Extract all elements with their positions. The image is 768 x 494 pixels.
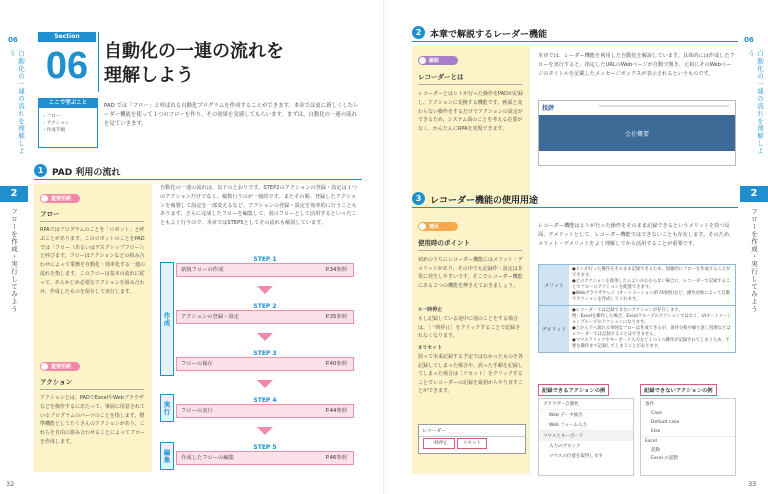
heading-3-title: レコーダー機能の使用用途	[430, 196, 539, 206]
step-ref: P.35参照	[325, 314, 347, 320]
phase-edit	[160, 442, 174, 470]
side-section-title: 自動化の一連の流れを理解しよう	[747, 50, 764, 155]
term-badge	[40, 362, 80, 371]
page-number-left: 32	[6, 480, 15, 488]
recorder-pause-label: 一時停止	[430, 441, 448, 446]
explain-badge	[418, 56, 458, 65]
learn-item: ・アクション	[42, 121, 70, 126]
explain-icon	[419, 57, 426, 64]
supp-pause-text: もし記録している途中に別のことをする場合は、［一時停止］をクリックすることで記録されなくなります。	[418, 316, 521, 340]
recorder-reset-button[interactable]	[457, 438, 487, 449]
h2-text: 本章では、レーダー機能を利用した自動化を解説しています。具体的には作成したフローを実行すると、指定したURLのWebページが自動で開き、元祖にそのWebページのタイトルを記載したメッセージボックスが表示されるというものです。	[538, 53, 735, 77]
example-ok-panel	[538, 398, 634, 476]
side-section-title: 自動化の一連の流れを理解しよう	[8, 50, 25, 155]
heading-2	[412, 26, 738, 42]
example-ng-item: 条件	[645, 402, 654, 407]
step-4	[176, 397, 354, 418]
heading-2-number: 2	[412, 26, 425, 39]
step-box	[176, 357, 354, 371]
step-box	[176, 263, 354, 277]
step-arrow	[257, 286, 273, 294]
supp-text: 初めのうちにレコーダー機能にはメリット・デメリットがあり、その中でも記録作・設定は非常に発生しやすいです。そこでレコーダー機能にある２つの機能を押さえておきましょう。	[418, 257, 523, 289]
merit-items	[569, 265, 735, 305]
heading-3	[412, 192, 738, 208]
merit-row	[538, 264, 736, 306]
side-chapter-title: フローを作成・実行してみよう	[10, 208, 18, 313]
example-ok-item: ブラウザー自動化	[539, 399, 633, 410]
screenshot-logo: 技評	[542, 105, 555, 112]
recorder-reset-label: リセット	[463, 441, 481, 446]
term-icon	[41, 195, 48, 202]
chapter-number: 2	[750, 188, 758, 199]
chapter-number: 2	[10, 188, 18, 199]
phase-edit-label: 編集	[162, 448, 171, 464]
explain-text: レコーダーとはヒトが行った操作をPADが記録し、アクションに変換する機能です。画面と変わらない操作をするだけでアクションの設定ができるため、システム面のことを考える必要がなく、かんたんにRPAを実現できます。	[418, 91, 523, 133]
explain-title: レコーダーとは	[418, 72, 522, 85]
example-ok-item: Web データ抽出	[549, 413, 583, 418]
right-chapter-tab	[740, 186, 768, 202]
h3-text: レコーダー機能はヒトが行った操作をそのまま記録できるというメリットを持つ反面、デメリットとして、レコーダー機能ではできないことも存在します。そのため、メリット・デメリットをよく理解してから活用することが重要です。	[538, 223, 734, 247]
supp-title: 使用時のポイント	[418, 238, 522, 251]
heading-2-title: 本章で解説するレーダー機能	[430, 30, 548, 40]
step-text: フローの保存	[181, 361, 213, 367]
website-screenshot	[538, 100, 736, 166]
learn-heading: ここで学ぶこと	[39, 99, 97, 108]
explain-badge-label: 解説	[429, 58, 440, 64]
heading-1-title: PAD 利用の流れ	[52, 168, 121, 178]
term2-title: アクション	[40, 377, 144, 390]
recorder-label: レコーダー	[419, 425, 525, 437]
step-text: フローの実行	[181, 408, 213, 414]
step-label: STEP 3	[253, 350, 277, 357]
supp-reset-title: ②リセット	[418, 345, 443, 351]
recorder-window	[418, 424, 526, 454]
step-text: アクションの登録・設定	[181, 314, 240, 320]
step-arrow	[257, 333, 273, 341]
supp-icon	[419, 223, 426, 230]
example-ok-item: マウスの位置を取得します	[549, 454, 603, 459]
flow-intro-text: 自動化の一連の流れは、以下のとおりです。STEP2のアクションの登録・設定は１つのアクションだけでなく、複数行うのが一般的です。またその間、登録したアクションを複製して設定を一部変えるなど、アクションの登録・設定を効率的に行うこともあります。さらに完成したフローを編集して、別のフローとして活用するといったこともよく行うので、本章ではSTEP5としてその流れも解説しています。	[160, 185, 358, 227]
step-box	[176, 451, 354, 465]
section-label: Section	[38, 32, 96, 42]
step-ref: P.34参照	[325, 267, 347, 273]
learn-item: ・フロー	[42, 114, 61, 119]
supp-badge	[418, 222, 458, 231]
left-chapter-tab	[0, 186, 28, 202]
step-text: 作成したフローの編集	[181, 455, 234, 461]
term-badge	[40, 194, 80, 203]
example-ng-item: Excel の起動	[651, 456, 678, 461]
term-badge-label: 重要用語	[51, 196, 72, 202]
screenshot-caption: 会社概要	[624, 130, 649, 138]
example-ng-item: 起動	[651, 448, 660, 453]
intro-text: PAD では「フロー」と呼ばれる自動化プログラムを作成することができます。本章では更に新しくしたレーダー機能を使って１つのフローを作り、その効果を実感してもらいます。まずは、自動化の一連の流れを見ていきます。	[104, 103, 359, 127]
phase-create	[160, 262, 174, 376]
page-gutter	[383, 0, 385, 494]
term1-text: RPAではプログラムのことを「ロボット」と呼ぶことがあります。このロボットのことをPADでは「フロー（あるいはデスクトップフロー）」と呼びます。フローはアクションなどの組み合わせによって業務を自動化・効率化する一連の流れを指します。このフローは基本の流れに従って、あらかじめ必要なアクションを組み合わせ、作成したものを保存して実行します。	[40, 227, 146, 295]
example-ok-item: マウスとキーボード	[539, 430, 633, 441]
step-label: STEP 1	[253, 256, 277, 263]
example-ok-item: Web フォーム入力	[549, 423, 588, 428]
supp-reset-text: 誤って本来記録する予定ではなかったものを各記録してしまった場合や、誤った手順を記録してしまった場合は［リセット］をクリックすることでレコーダーの記録を最初からやり直すことができます。	[418, 354, 524, 395]
merit-item: ●Webブラウザやレイ（オートメーション(P.74参照)など、操作対象によって自動でアクションを作成してくれます。	[572, 291, 730, 302]
merit-label: メリット	[539, 265, 569, 305]
demerit-row	[538, 306, 736, 353]
step-arrow	[257, 380, 273, 388]
demerit-items	[569, 306, 735, 352]
page-title-line2: 理解しよう	[104, 65, 194, 86]
supp-badge-label: 補足	[429, 224, 440, 230]
term1-title: フロー	[40, 209, 144, 222]
example-ng-label: 記録できないアクションの例	[640, 384, 717, 396]
example-ng-item: Else	[651, 429, 661, 434]
step-ref: P.40参照	[325, 361, 347, 367]
learn-item: ・作成手順	[42, 128, 65, 133]
term-badge-label: 重要用語	[51, 364, 72, 370]
step-label: STEP 2	[253, 303, 277, 310]
step-label: STEP 5	[253, 444, 277, 451]
step-text: 新規フローの作成	[181, 267, 224, 273]
supp-pause-title: ①一時停止	[418, 307, 443, 313]
step-ref: P.46参照	[325, 455, 347, 461]
title-divider	[98, 32, 99, 92]
step-arrow	[257, 427, 273, 435]
left-side-tab	[0, 28, 30, 158]
step-5	[176, 444, 354, 465]
screenshot-nav	[599, 105, 729, 107]
side-section-number: 06	[8, 36, 18, 44]
page-title	[104, 40, 284, 88]
demerit-item: ●レコーダーでは記録できないアクションが存在します。	[572, 308, 683, 313]
side-chapter-title: フローを作成・実行してみよう	[750, 208, 758, 313]
recorder-pause-button[interactable]	[423, 438, 455, 449]
term-icon	[41, 363, 48, 370]
step-ref: P.44参照	[325, 408, 347, 414]
page-title-line1: 自動化の一連の流れを	[104, 41, 284, 62]
phase-run-label: 実行	[162, 400, 171, 416]
side-section-number: 06	[744, 36, 754, 44]
demerit-item: ●上から下へ流れる単純なフローは作成できるが、条件分岐や繰り返し処理などはレコーダーでは記録することはできません。	[572, 326, 731, 337]
merit-item: ●ヒトが行った操作をそのまま記録できるため、煩雑的にフローを作成することができます。	[572, 267, 731, 278]
example-ok-item: 入力のブロック	[549, 444, 581, 449]
heading-1-number: 1	[34, 164, 47, 177]
screenshot-banner	[539, 115, 735, 151]
merit-item: ●どのアクションを使用したらよいかわからない場合に、レコーダーで記録することでフローにアクションを配置できます。	[572, 279, 731, 290]
merit-table	[538, 264, 736, 353]
example-ok-label: 記録できるアクションの例	[538, 384, 609, 396]
step-box	[176, 310, 354, 324]
section-number: 06	[45, 45, 89, 87]
example-ng-item: Excel	[641, 436, 735, 446]
right-side-tab	[738, 28, 768, 158]
demerit-item: 例：Excelを操作した場合、Excelグループのアクションではなく、UIオートメーショングループのアクションになります。	[572, 314, 732, 325]
example-ng-item: Default case	[651, 420, 680, 425]
phase-run	[160, 394, 174, 422]
heading-1	[34, 164, 362, 180]
demerit-item: ●マウスクリックやキーボード入力など１つ１つ操作が記録されてしまうため、不要な操作まで記録してしまうことがあります。	[572, 338, 730, 349]
term2-text: アクションとは、PADでExcelやWebブラウザなどを操作するにあたって、事前に用意されているプログラムのパーツのことを指します。標準機能としてたくさんのアクションがあり、これらを自由に組み合わせることによってフローを作成します。	[40, 395, 146, 445]
step-box	[176, 404, 354, 418]
step-1	[176, 256, 354, 277]
phase-create-label: 作成	[162, 311, 171, 327]
step-2	[176, 303, 354, 324]
page-number-right: 33	[748, 480, 757, 488]
step-label: STEP 4	[253, 397, 277, 404]
heading-3-number: 3	[412, 192, 425, 205]
learn-box	[38, 98, 98, 148]
step-3	[176, 350, 354, 371]
demerit-label: デメリット	[539, 306, 569, 352]
example-ng-item: Case	[651, 411, 663, 416]
example-ng-panel	[640, 398, 736, 476]
